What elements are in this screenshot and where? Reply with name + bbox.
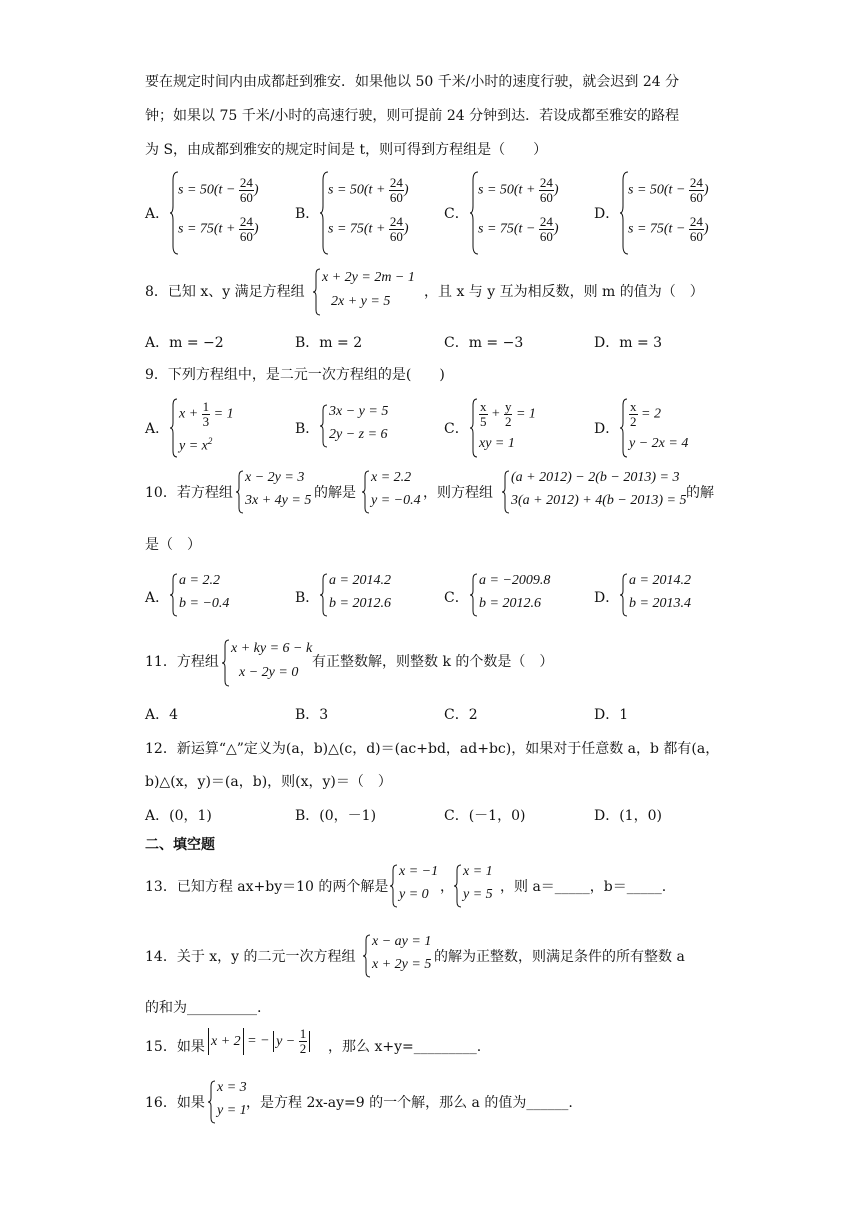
equation-system: [170, 573, 250, 617]
q8-system: [313, 268, 423, 316]
q11-system: [222, 639, 322, 687]
equation-line: x = 3: [217, 1080, 247, 1095]
q7-line2: 钟；如果以 75 千米/小时的高速行驶，则可提前 24 分钟到达．若设成都至雅安的路程: [145, 108, 680, 124]
q13-comma: ，: [440, 879, 454, 895]
option-label: A．: [145, 590, 170, 606]
equation-line: 3x − y = 5: [329, 404, 389, 419]
q8-stem-pre: 8．已知 x、y 满足方程组: [145, 284, 305, 300]
equation-system: s = 50(t − $\frac{24}{60}$ ) s = 75(t − $\frac{24}{60}$ ): [620, 170, 730, 256]
q13-stem-post: ，则 a＝_____，b＝_____.: [500, 879, 667, 895]
option-label: C．: [444, 206, 469, 222]
equation-line: x + 2y = 5: [372, 957, 432, 972]
equation-line: a = 2014.2: [329, 573, 391, 588]
equation-line: x = −1: [399, 864, 439, 879]
q10-stem-line2: 是（ ）: [145, 537, 201, 553]
q8-option-a[interactable]: A．m = −2: [145, 335, 224, 351]
equation-system: s = 50(t + $\frac{24}{60}$ ) s = 75(t − $\frac{24}{60}$ ): [470, 170, 580, 256]
q12-option-a[interactable]: A．(0，1): [145, 808, 212, 824]
brace-icon: [620, 573, 628, 617]
equation-line: x + ky = 6 − k: [231, 641, 313, 656]
equation-system: $\frac{x}{5}$ + $\frac{y}{2}$ = 1 xy = 1: [470, 398, 550, 458]
brace-icon: [320, 404, 328, 448]
option-label: A．: [145, 421, 170, 437]
option-label: A．: [145, 206, 170, 222]
equation-line: x − 2y = 0: [239, 665, 299, 680]
option-label: C．: [444, 590, 469, 606]
brace-icon: [236, 470, 244, 514]
brace-icon: [362, 470, 370, 514]
q8-eq2: 2x + y = 5: [331, 294, 391, 309]
q8-option-d[interactable]: D．m = 3: [594, 335, 663, 351]
equation-line: x = 2.2: [371, 470, 412, 485]
equation-line: a = −2009.8: [479, 573, 551, 588]
q11-stem-post: 有正整数解，则整数 k 的个数是（ ）: [312, 654, 554, 670]
q10-stem-post: 的解: [686, 485, 714, 501]
equation-line: x − ay = 1: [372, 934, 432, 949]
q10-solution: [362, 470, 432, 514]
brace-icon: [620, 398, 628, 458]
q8-option-c[interactable]: C．m = −3: [444, 335, 524, 351]
option-label: D．: [594, 590, 620, 606]
q12-line2: b)△(x，y)＝(a，b)，则(x，y)＝（ ）: [145, 774, 392, 790]
equation-line: x − 2y = 3: [245, 470, 305, 485]
q10-stem-mid1: 的解是: [314, 485, 356, 501]
q11-option-c[interactable]: C．2: [444, 707, 478, 723]
equation-line: a = 2014.2: [629, 573, 691, 588]
q15-stem-post: ，那么 x+y=_________.: [328, 1039, 482, 1055]
equation-line: b = −0.4: [179, 596, 230, 611]
equation-system: $\frac{x}{2}$ = 2 y − 2x = 4: [620, 398, 710, 458]
q12-option-b[interactable]: B．(0，－1): [295, 808, 377, 824]
equation-system: [620, 573, 710, 617]
brace-icon: [470, 398, 478, 458]
equation-line: y − 2x = 4: [629, 436, 689, 451]
q13-stem-pre: 13．已知方程 ax+by＝10 的两个解是: [145, 879, 389, 895]
q11-option-d[interactable]: D．1: [594, 707, 629, 723]
option-label: B．: [295, 421, 320, 437]
q14-stem-post: 的解为正整数，则满足条件的所有整数 a: [434, 949, 685, 965]
equation-line: (a + 2012) − 2(b − 2013) = 3: [511, 470, 680, 485]
q10-system: [236, 470, 316, 514]
brace-icon: [454, 864, 462, 908]
equation-line: b = 2012.6: [329, 596, 391, 611]
equation-line: y = −0.4: [371, 493, 421, 508]
q14-system: [363, 934, 443, 978]
q7-line3: 为 S，由成都到雅安的规定时间是 t，则可得到方程组是（ ）: [145, 142, 548, 158]
section-heading: 二、填空题: [145, 837, 215, 853]
equation-line: y = 1: [217, 1103, 247, 1118]
brace-icon: [502, 470, 510, 514]
equation-system: [320, 573, 410, 617]
equation-line: b = 2012.6: [479, 596, 541, 611]
equation-line: b = 2013.4: [629, 596, 691, 611]
q15-equation: x + 2 = − y − $\frac{1}{2}$: [208, 1027, 310, 1056]
equation-line: a = 2.2: [179, 573, 220, 588]
q12-line1: 12．新运算“△”定义为(a，b)△(c，d)＝(ac+bd，ad+bc)，如果对于任意数 a，b 都有(a，: [145, 741, 720, 757]
q16-stem-pre: 16．如果: [145, 1095, 205, 1111]
option-label: C．: [444, 421, 469, 437]
equation-line: y = 0: [399, 887, 429, 902]
equation-system: [320, 404, 410, 448]
q11-stem-pre: 11．方程组: [145, 654, 219, 670]
equation-line: y = 5: [463, 887, 493, 902]
option-label: B．: [295, 590, 320, 606]
equation-line: x = 1: [463, 864, 493, 879]
q11-option-a[interactable]: A．4: [145, 707, 179, 723]
q8-stem-post: ，且 x 与 y 互为相反数，则 m 的值为（ ）: [424, 284, 704, 300]
equation-system: x + $\frac{1}{3}$ = 1 $y = x^2$: [170, 398, 250, 458]
q10-stem-pre: 10．若方程组: [145, 485, 233, 501]
equation-system: s = 50(t − $\frac{24}{60}$ ) s = 75(t + $\frac{24}{60}$ ): [170, 170, 280, 256]
equation-line: 3x + 4y = 5: [245, 493, 312, 508]
equation-line: 2y − z = 6: [329, 427, 388, 442]
option-label: B．: [295, 206, 320, 222]
q10-system2: [502, 470, 692, 514]
q11-option-b[interactable]: B．3: [295, 707, 329, 723]
equation-line: 3(a + 2012) + 4(b − 2013) = 5: [511, 493, 687, 508]
q9-stem: 9．下列方程组中，是二元一次方程组的是( ): [145, 367, 445, 383]
brace-icon: [363, 934, 371, 978]
brace-icon: [170, 398, 178, 458]
q15-stem-pre: 15．如果: [145, 1039, 205, 1055]
option-label: D．: [594, 206, 620, 222]
q12-option-d[interactable]: D．(1，0): [594, 808, 662, 824]
option-label: D．: [594, 421, 620, 437]
equation-system: s = 50(t + $\frac{24}{60}$ ) s = 75(t + $\frac{24}{60}$ ): [320, 170, 430, 256]
q12-option-c[interactable]: C．(－1，0): [444, 808, 526, 824]
brace-icon: [208, 1080, 216, 1124]
q8-eq1: x + 2y = 2m − 1: [322, 270, 415, 285]
q14-stem-pre: 14．关于 x，y 的二元一次方程组: [145, 949, 356, 965]
brace-icon: [170, 573, 178, 617]
q16-stem-post: ，是方程 2x-ay=9 的一个解，那么 a 的值为______.: [246, 1095, 573, 1111]
q10-stem-mid2: ，则方程组: [423, 485, 493, 501]
q14-line2: 的和为__________.: [145, 1000, 262, 1016]
equation-system: [470, 573, 570, 617]
brace-icon: [390, 864, 398, 908]
brace-icon: [470, 573, 478, 617]
q8-option-b[interactable]: B．m = 2: [295, 335, 363, 351]
brace-icon: [320, 573, 328, 617]
brace-icon: [313, 268, 321, 316]
q7-line1: 要在规定时间内由成都赶到雅安．如果他以 50 千米/小时的速度行驶，就会迟到 24 分: [145, 74, 680, 90]
brace-icon: [222, 639, 230, 687]
